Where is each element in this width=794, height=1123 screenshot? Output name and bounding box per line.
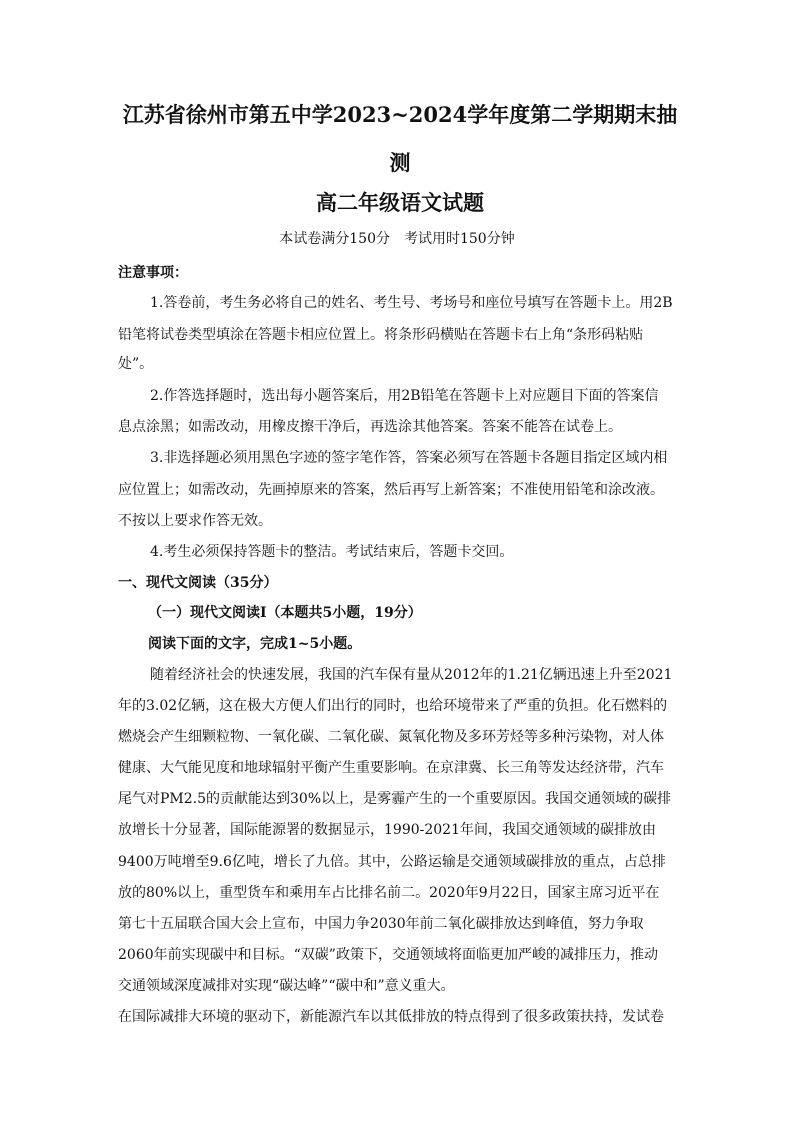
notice-line: 不按以上要求作答无效。 — [118, 513, 272, 529]
passage-line: 健康、大气能见度和地球辐射平衡产生重要影响。在京津冀、长三角等发达经济带，汽车 — [118, 760, 664, 776]
section-heading: 一、现代文阅读（35分） — [118, 575, 278, 591]
passage-line: 燃烧会产生细颗粒物、一氧化碳、二氧化碳、氮氧化物及多环芳烃等多种污染物，对人体 — [118, 729, 664, 745]
reading-instruction: 阅读下面的文字，完成1~5小题。 — [148, 636, 362, 652]
notice-line: 息点涂黑；如需改动，用橡皮擦干净后，再选涂其他答案。答案不能答在试卷上。 — [118, 419, 622, 435]
notice-line: 应位置上；如需改动，先画掉原来的答案，然后再写上新答案；不准使用铅笔和涂改液。 — [118, 482, 664, 498]
passage-line: 放的80%以上，重型货车和乘用车占比排名前二。2020年9月22日，国家主席习近平在 — [118, 885, 660, 901]
passage-line: 随着经济社会的快速发展，我国的汽车保有量从2012年的1.21亿辆迅速上升至2021 — [150, 667, 673, 683]
exam-meta: 本试卷满分150分 考试用时150分钟 — [279, 231, 515, 247]
notice-line: 处”。 — [118, 356, 154, 372]
passage-line: 年的3.02亿辆，这在极大方便人们出行的同时，也给环境带来了严重的负担。化石燃料的 — [118, 698, 668, 714]
passage-line: 2060年前实现碳中和目标。“双碳”政策下，交通领域将面临更加严峻的减排压力，推动 — [118, 947, 658, 963]
passage-line: 9400万吨增至9.6亿吨，增长了九倍。其中，公路运输是交通领域碳排放的重点，占总排 — [118, 854, 666, 870]
subsection-heading: （一）现代文阅读I（本题共5小题，19分） — [148, 605, 422, 621]
exam-subtitle: 高二年级语文试题 — [316, 190, 484, 215]
notice-line: 3.非选择题必须用黑色字迹的签字笔作答，答案必须写在答题卡各题目指定区域内相 — [150, 450, 668, 466]
exam-title-line-2: 测 — [389, 150, 411, 175]
notice-line: 2.作答选择题时，选出每小题答案后，用2B铅笔在答题卡上对应题目下面的答案信 — [150, 388, 659, 404]
passage-line: 第七十五届联合国大会上宣布，中国力争2030年前二氧化碳排放达到峰值，努力争取 — [118, 916, 644, 932]
notice-line: 1.答卷前，考生务必将自己的姓名、考生号、考场号和座位号填写在答题卡上。用2B — [150, 295, 673, 311]
exam-title-line-1: 江苏省徐州市第五中学2023~2024学年度第二学期期末抽 — [122, 102, 678, 127]
passage-line: 在国际减排大环境的驱动下，新能源汽车以其低排放的特点得到了很多政策扶持，发试卷 — [118, 1009, 664, 1025]
passage-line: 尾气对PM2.5的贡献能达到30%以上，是雾霾产生的一个重要原因。我国交通领域的碳排 — [118, 791, 672, 807]
notice-line: 4.考生必须保持答题卡的整洁。考试结束后，答题卡交回。 — [150, 544, 514, 560]
passage-line: 交通领域深度减排对实现“碳达峰”“碳中和”意义重大。 — [118, 978, 455, 994]
notice-heading: 注意事项： — [118, 265, 188, 281]
notice-line: 铅笔将试卷类型填涂在答题卡相应位置上。将条形码横贴在答题卡右上角“条形码粘贴 — [118, 327, 644, 343]
passage-line: 放增长十分显著，国际能源署的数据显示，1990-2021年间，我国交通领域的碳排放由 — [118, 822, 656, 838]
